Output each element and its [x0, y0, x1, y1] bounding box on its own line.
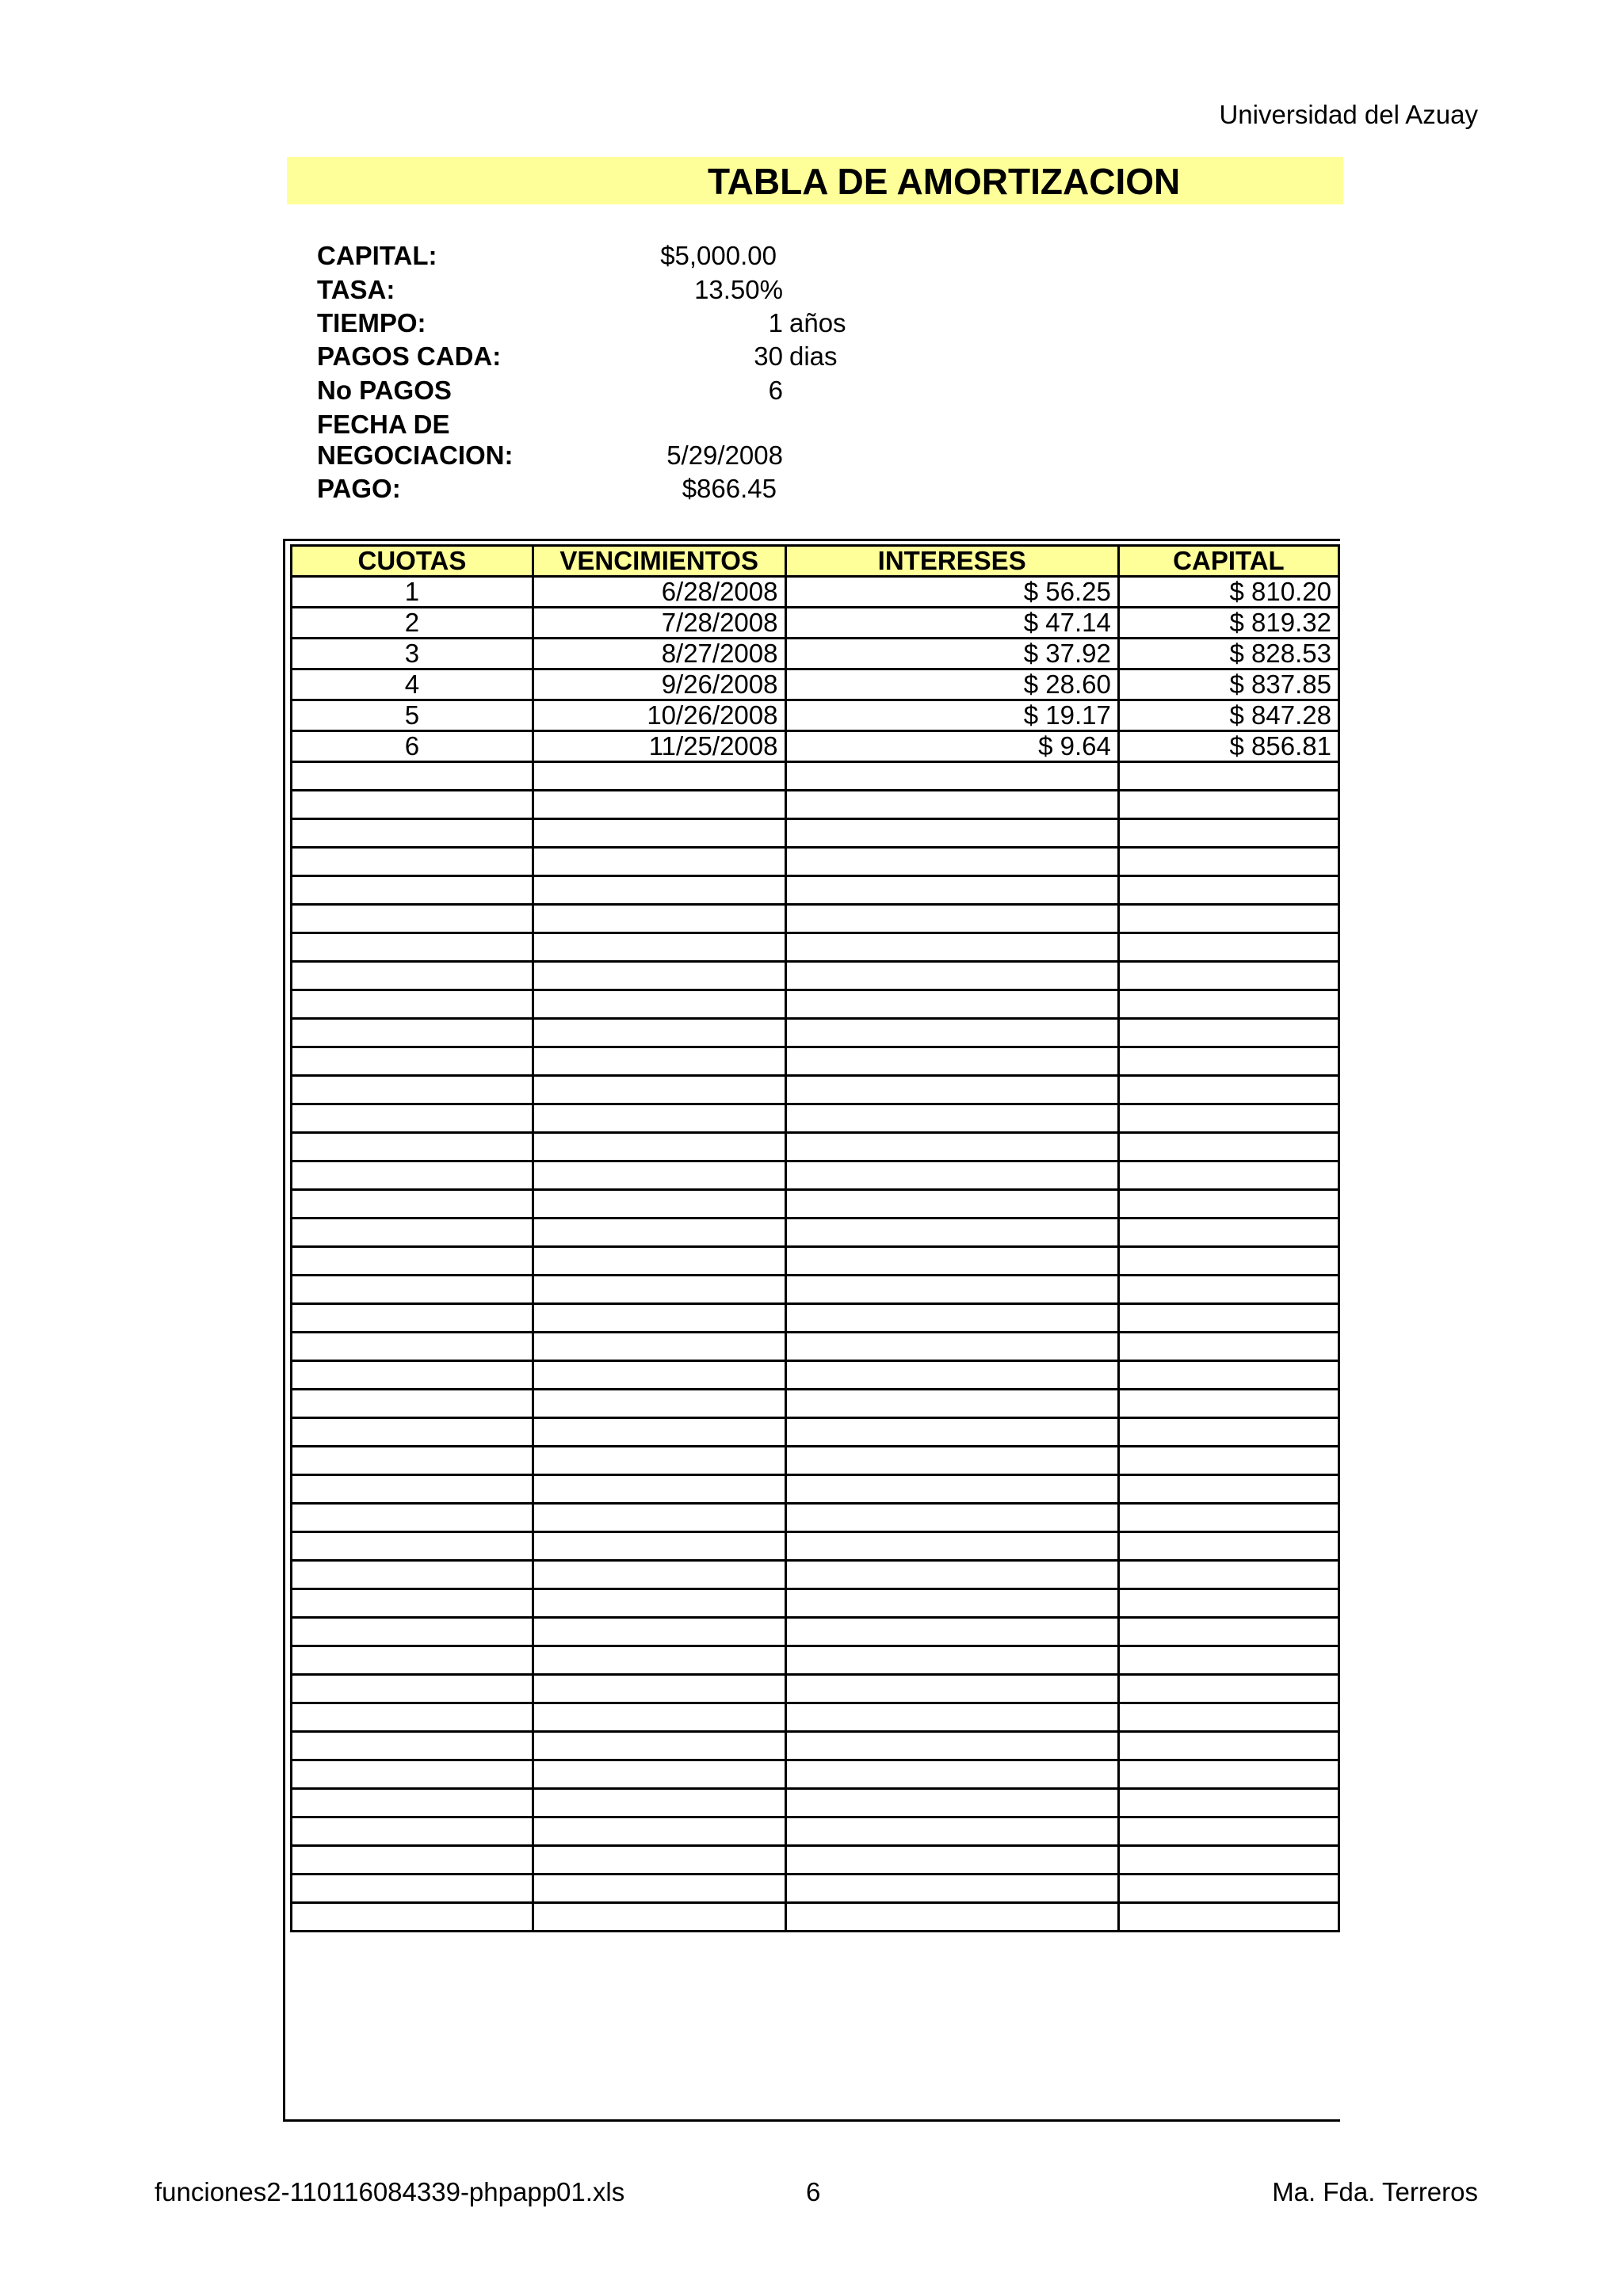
- empty-cell: [292, 1618, 533, 1646]
- pago-label: PAGO:: [317, 474, 401, 503]
- empty-cell: [785, 1532, 1118, 1561]
- empty-cell: [533, 1247, 785, 1276]
- cell-cuota: 3: [292, 639, 533, 669]
- empty-cell: [1118, 905, 1338, 933]
- fecha-label-line2: NEGOCIACION:: [317, 441, 514, 470]
- table-row: [292, 608, 1339, 639]
- empty-cell: [533, 762, 785, 791]
- empty-cell: [292, 1133, 533, 1161]
- empty-cell: [785, 1846, 1118, 1875]
- empty-cell: [292, 1418, 533, 1447]
- footer-page-number: 6: [806, 2177, 821, 2206]
- empty-cell: [533, 1589, 785, 1618]
- empty-cell: [292, 1875, 533, 1903]
- empty-cell: [533, 1333, 785, 1361]
- empty-table-row: [292, 1504, 1339, 1532]
- empty-cell: [785, 1589, 1118, 1618]
- empty-table-row: [292, 905, 1339, 933]
- empty-cell: [1118, 1104, 1338, 1133]
- empty-cell: [785, 1561, 1118, 1589]
- empty-cell: [1118, 933, 1338, 962]
- empty-cell: [785, 1646, 1118, 1675]
- empty-cell: [292, 1247, 533, 1276]
- empty-table-row: [292, 1732, 1339, 1760]
- tiempo-unit: años: [789, 308, 846, 338]
- amortization-table: [290, 544, 1340, 1932]
- cell-capital: $ 856.81: [1118, 731, 1338, 762]
- empty-table-row: [292, 1618, 1339, 1646]
- cell-vencimiento: 6/28/2008: [533, 577, 785, 608]
- empty-table-row: [292, 1703, 1339, 1732]
- empty-table-row: [292, 1532, 1339, 1561]
- empty-cell: [785, 1618, 1118, 1646]
- header-cuotas: CUOTAS: [292, 546, 533, 577]
- table-header-row: [292, 546, 1339, 577]
- empty-table-row: [292, 933, 1339, 962]
- empty-cell: [292, 1276, 533, 1304]
- pagos-cada-unit: dias: [789, 341, 838, 371]
- header-capital: CAPITAL: [1118, 546, 1338, 577]
- empty-cell: [785, 1675, 1118, 1703]
- empty-cell: [292, 1703, 533, 1732]
- empty-cell: [785, 1817, 1118, 1846]
- empty-table-row: [292, 876, 1339, 905]
- cell-capital: $ 828.53: [1118, 639, 1338, 669]
- empty-cell: [785, 819, 1118, 848]
- empty-cell: [533, 1618, 785, 1646]
- empty-cell: [1118, 1418, 1338, 1447]
- empty-cell: [292, 1760, 533, 1789]
- empty-cell: [292, 1047, 533, 1076]
- table-row: [292, 731, 1339, 762]
- tiempo-value: 1: [768, 308, 783, 338]
- empty-cell: [1118, 1333, 1338, 1361]
- empty-cell: [1118, 1760, 1338, 1789]
- empty-cell: [533, 1304, 785, 1333]
- empty-table-row: [292, 1447, 1339, 1475]
- empty-cell: [785, 1276, 1118, 1304]
- empty-cell: [785, 1732, 1118, 1760]
- cell-cuota: 2: [292, 608, 533, 639]
- empty-cell: [533, 1760, 785, 1789]
- empty-cell: [292, 962, 533, 990]
- footer-filename: funciones2-110116084339-phpapp01.xls: [155, 2177, 625, 2206]
- empty-cell: [292, 791, 533, 819]
- empty-cell: [292, 1903, 533, 1932]
- empty-table-row: [292, 1047, 1339, 1076]
- empty-cell: [292, 1732, 533, 1760]
- empty-cell: [1118, 876, 1338, 905]
- header-intereses: INTERESES: [785, 546, 1118, 577]
- empty-table-row: [292, 962, 1339, 990]
- empty-cell: [785, 1390, 1118, 1418]
- fecha-label-line1: FECHA DE: [317, 410, 450, 439]
- empty-cell: [292, 1789, 533, 1817]
- empty-table-row: [292, 1903, 1339, 1932]
- empty-table-row: [292, 1475, 1339, 1504]
- cell-interes: $ 19.17: [785, 700, 1118, 731]
- empty-cell: [533, 1133, 785, 1161]
- empty-cell: [533, 1475, 785, 1504]
- cell-capital: $ 810.20: [1118, 577, 1338, 608]
- cell-interes: $ 9.64: [785, 731, 1118, 762]
- empty-cell: [533, 933, 785, 962]
- empty-cell: [533, 1846, 785, 1875]
- empty-table-row: [292, 1333, 1339, 1361]
- empty-cell: [533, 1161, 785, 1190]
- empty-cell: [533, 1276, 785, 1304]
- empty-table-row: [292, 1161, 1339, 1190]
- empty-table-row: [292, 1418, 1339, 1447]
- empty-cell: [785, 1789, 1118, 1817]
- empty-cell: [785, 791, 1118, 819]
- empty-cell: [785, 1333, 1118, 1361]
- table-row: [292, 639, 1339, 669]
- empty-cell: [785, 933, 1118, 962]
- cell-cuota: 1: [292, 577, 533, 608]
- empty-cell: [1118, 1447, 1338, 1475]
- empty-cell: [533, 1447, 785, 1475]
- empty-cell: [533, 1504, 785, 1532]
- empty-cell: [533, 1047, 785, 1076]
- pagos-cada-label: PAGOS CADA:: [317, 341, 502, 371]
- empty-cell: [533, 1903, 785, 1932]
- empty-table-row: [292, 990, 1339, 1019]
- empty-cell: [785, 990, 1118, 1019]
- empty-table-row: [292, 1561, 1339, 1589]
- fecha-value: 5/29/2008: [666, 441, 783, 470]
- no-pagos-label: No PAGOS: [317, 376, 452, 405]
- cell-cuota: 6: [292, 731, 533, 762]
- empty-cell: [292, 1333, 533, 1361]
- empty-cell: [533, 1732, 785, 1760]
- empty-cell: [1118, 848, 1338, 876]
- empty-table-row: [292, 762, 1339, 791]
- empty-table-row: [292, 791, 1339, 819]
- empty-cell: [1118, 1817, 1338, 1846]
- empty-table-row: [292, 1104, 1339, 1133]
- empty-cell: [533, 1104, 785, 1133]
- empty-cell: [533, 1190, 785, 1219]
- empty-cell: [785, 1875, 1118, 1903]
- empty-cell: [533, 848, 785, 876]
- cell-vencimiento: 9/26/2008: [533, 669, 785, 700]
- empty-cell: [1118, 1076, 1338, 1104]
- empty-table-row: [292, 1019, 1339, 1047]
- empty-cell: [533, 1076, 785, 1104]
- empty-table-row: [292, 819, 1339, 848]
- table-row: [292, 577, 1339, 608]
- empty-cell: [292, 1304, 533, 1333]
- empty-cell: [292, 1161, 533, 1190]
- empty-cell: [1118, 1161, 1338, 1190]
- cell-vencimiento: 10/26/2008: [533, 700, 785, 731]
- empty-cell: [292, 1447, 533, 1475]
- empty-cell: [292, 990, 533, 1019]
- empty-cell: [292, 1361, 533, 1390]
- amortization-table-frame: [283, 539, 1340, 2122]
- empty-cell: [785, 1104, 1118, 1133]
- empty-cell: [533, 1646, 785, 1675]
- empty-cell: [533, 1703, 785, 1732]
- table-body: [292, 577, 1339, 1932]
- empty-cell: [533, 1418, 785, 1447]
- empty-cell: [292, 848, 533, 876]
- empty-cell: [292, 1475, 533, 1504]
- empty-cell: [533, 1361, 785, 1390]
- empty-table-row: [292, 1675, 1339, 1703]
- empty-cell: [1118, 1304, 1338, 1333]
- empty-cell: [1118, 1190, 1338, 1219]
- empty-cell: [292, 1190, 533, 1219]
- empty-table-row: [292, 1817, 1339, 1846]
- empty-cell: [533, 1019, 785, 1047]
- empty-cell: [1118, 762, 1338, 791]
- empty-cell: [1118, 1247, 1338, 1276]
- empty-cell: [785, 962, 1118, 990]
- empty-table-row: [292, 1304, 1339, 1333]
- empty-cell: [1118, 791, 1338, 819]
- empty-cell: [785, 1076, 1118, 1104]
- empty-table-row: [292, 1589, 1339, 1618]
- empty-cell: [1118, 962, 1338, 990]
- empty-cell: [533, 1817, 785, 1846]
- empty-cell: [785, 762, 1118, 791]
- empty-table-row: [292, 1190, 1339, 1219]
- empty-cell: [785, 1304, 1118, 1333]
- empty-cell: [292, 1504, 533, 1532]
- empty-cell: [533, 1532, 785, 1561]
- empty-cell: [785, 1760, 1118, 1789]
- empty-cell: [533, 819, 785, 848]
- empty-cell: [785, 848, 1118, 876]
- empty-cell: [292, 1589, 533, 1618]
- no-pagos-value: 6: [768, 376, 783, 405]
- empty-cell: [785, 1219, 1118, 1247]
- empty-cell: [1118, 1561, 1338, 1589]
- empty-cell: [785, 1475, 1118, 1504]
- empty-cell: [292, 1104, 533, 1133]
- empty-cell: [292, 1646, 533, 1675]
- empty-cell: [1118, 1618, 1338, 1646]
- page-title: TABLA DE AMORTIZACION: [708, 161, 1181, 202]
- empty-cell: [1118, 1047, 1338, 1076]
- empty-cell: [533, 1219, 785, 1247]
- empty-table-row: [292, 1789, 1339, 1817]
- empty-cell: [1118, 1703, 1338, 1732]
- empty-cell: [533, 1390, 785, 1418]
- empty-cell: [1118, 1789, 1338, 1817]
- empty-table-row: [292, 1846, 1339, 1875]
- empty-cell: [533, 1675, 785, 1703]
- empty-cell: [785, 1047, 1118, 1076]
- tiempo-label: TIEMPO:: [317, 308, 426, 338]
- tasa-label: TASA:: [317, 275, 395, 304]
- empty-cell: [292, 762, 533, 791]
- empty-cell: [292, 876, 533, 905]
- empty-cell: [533, 791, 785, 819]
- empty-cell: [533, 876, 785, 905]
- pagos-cada-value: 30: [754, 341, 783, 371]
- table-row: [292, 669, 1339, 700]
- empty-cell: [533, 990, 785, 1019]
- empty-cell: [292, 1817, 533, 1846]
- empty-cell: [292, 1390, 533, 1418]
- empty-cell: [1118, 1504, 1338, 1532]
- empty-table-row: [292, 1076, 1339, 1104]
- footer-author: Ma. Fda. Terreros: [1272, 2177, 1478, 2206]
- empty-table-row: [292, 1760, 1339, 1789]
- empty-cell: [1118, 819, 1338, 848]
- empty-cell: [1118, 1390, 1338, 1418]
- empty-cell: [785, 1418, 1118, 1447]
- empty-cell: [785, 1447, 1118, 1475]
- empty-cell: [292, 933, 533, 962]
- empty-cell: [292, 1076, 533, 1104]
- empty-cell: [1118, 1019, 1338, 1047]
- empty-table-row: [292, 1219, 1339, 1247]
- title-bar: [287, 157, 1343, 204]
- empty-cell: [785, 1019, 1118, 1047]
- empty-cell: [292, 819, 533, 848]
- empty-cell: [1118, 1361, 1338, 1390]
- empty-table-row: [292, 1133, 1339, 1161]
- empty-cell: [1118, 1276, 1338, 1304]
- empty-cell: [785, 876, 1118, 905]
- empty-cell: [1118, 1589, 1338, 1618]
- cell-interes: $ 28.60: [785, 669, 1118, 700]
- empty-cell: [785, 1247, 1118, 1276]
- capital-value: $5,000.00: [660, 241, 777, 270]
- header-organization: Universidad del Azuay: [1219, 100, 1478, 129]
- table-row: [292, 700, 1339, 731]
- empty-table-row: [292, 1276, 1339, 1304]
- cell-interes: $ 56.25: [785, 577, 1118, 608]
- empty-cell: [785, 1504, 1118, 1532]
- cell-vencimiento: 7/28/2008: [533, 608, 785, 639]
- empty-cell: [292, 905, 533, 933]
- empty-table-row: [292, 1646, 1339, 1675]
- empty-cell: [292, 1019, 533, 1047]
- cell-interes: $ 37.92: [785, 639, 1118, 669]
- empty-table-row: [292, 1875, 1339, 1903]
- empty-cell: [533, 1875, 785, 1903]
- empty-cell: [533, 962, 785, 990]
- empty-cell: [533, 1561, 785, 1589]
- cell-cuota: 4: [292, 669, 533, 700]
- header-vencimientos: VENCIMIENTOS: [533, 546, 785, 577]
- empty-cell: [1118, 990, 1338, 1019]
- empty-cell: [785, 1161, 1118, 1190]
- empty-cell: [292, 1561, 533, 1589]
- empty-cell: [292, 1219, 533, 1247]
- cell-capital: $ 819.32: [1118, 608, 1338, 639]
- empty-cell: [1118, 1732, 1338, 1760]
- cell-interes: $ 47.14: [785, 608, 1118, 639]
- pago-value: $866.45: [682, 474, 777, 503]
- empty-cell: [292, 1846, 533, 1875]
- empty-cell: [1118, 1133, 1338, 1161]
- cell-capital: $ 847.28: [1118, 700, 1338, 731]
- empty-cell: [1118, 1219, 1338, 1247]
- empty-cell: [785, 1361, 1118, 1390]
- empty-cell: [785, 1703, 1118, 1732]
- empty-table-row: [292, 1390, 1339, 1418]
- empty-cell: [292, 1675, 533, 1703]
- empty-cell: [533, 1789, 785, 1817]
- empty-cell: [1118, 1675, 1338, 1703]
- empty-cell: [533, 905, 785, 933]
- empty-cell: [785, 905, 1118, 933]
- empty-table-row: [292, 1247, 1339, 1276]
- empty-cell: [785, 1133, 1118, 1161]
- empty-table-row: [292, 848, 1339, 876]
- empty-cell: [785, 1190, 1118, 1219]
- cell-vencimiento: 11/25/2008: [533, 731, 785, 762]
- cell-vencimiento: 8/27/2008: [533, 639, 785, 669]
- tasa-value: 13.50%: [694, 275, 783, 304]
- empty-cell: [785, 1903, 1118, 1932]
- capital-label: CAPITAL:: [317, 241, 437, 270]
- cell-cuota: 5: [292, 700, 533, 731]
- empty-cell: [1118, 1875, 1338, 1903]
- empty-cell: [1118, 1532, 1338, 1561]
- cell-capital: $ 837.85: [1118, 669, 1338, 700]
- empty-cell: [1118, 1475, 1338, 1504]
- empty-cell: [1118, 1846, 1338, 1875]
- empty-cell: [292, 1532, 533, 1561]
- empty-cell: [1118, 1646, 1338, 1675]
- empty-table-row: [292, 1361, 1339, 1390]
- empty-cell: [1118, 1903, 1338, 1932]
